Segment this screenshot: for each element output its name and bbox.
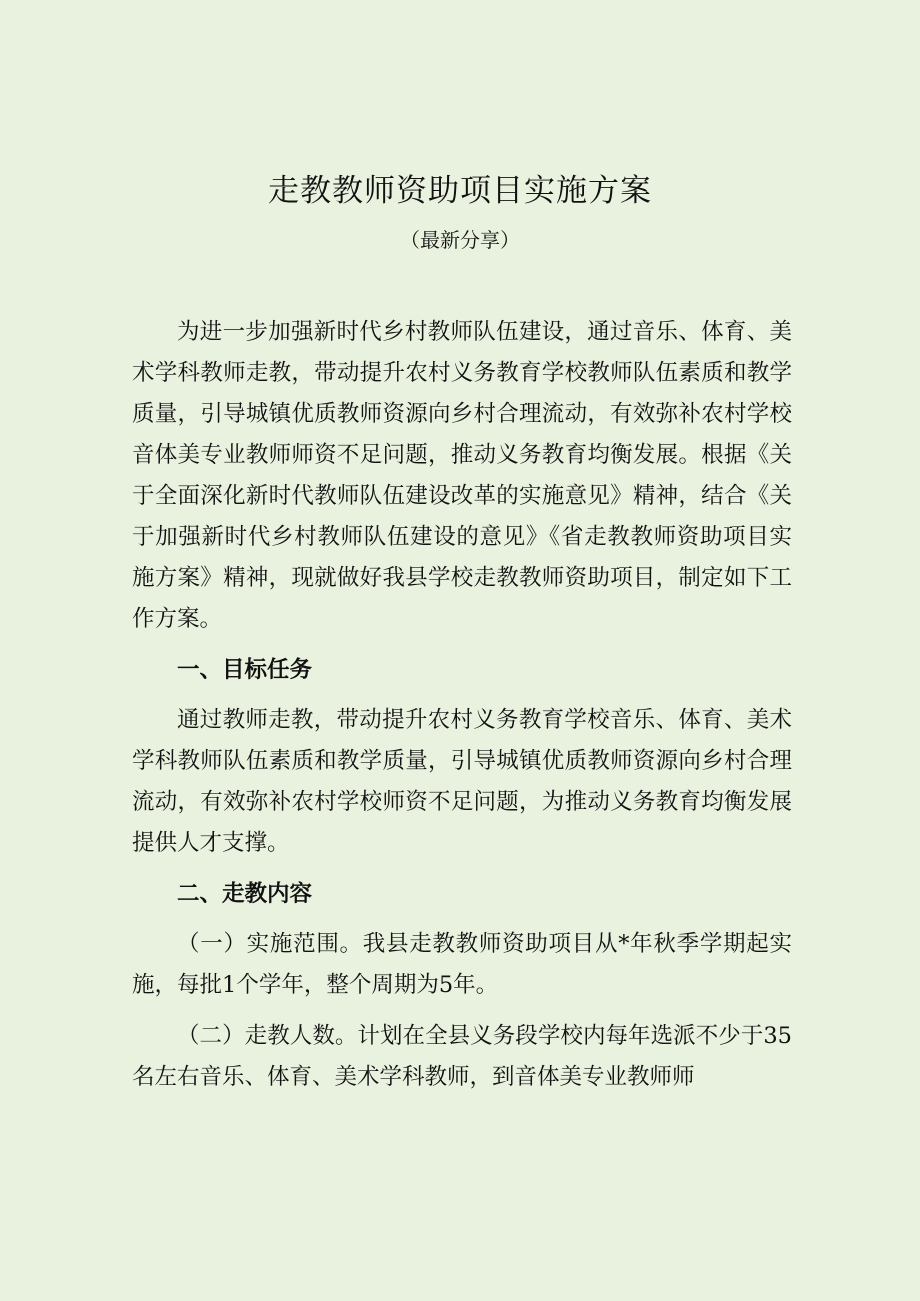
document-subtitle: （最新分享）	[400, 228, 520, 252]
intro-paragraph: 为进一步加强新时代乡村教师队伍建设，通过音乐、体育、美术学科教师走教，带动提升农村义务教育学校教师队伍素质和教学质量，引导城镇优质教师资源向乡村合理流动，有效弥补农村学校音体美专业教师师资不足问题，推动义务教育均衡发展。根据《关于全面深化新时代教师队伍建设改革的实施意见》精神，结合《关于加强新时代乡村教师队伍建设的意见》《省走教教师资助项目实施方案》精神，现就做好我县学校走教教师资助项目，制定如下工作方案。	[132, 319, 792, 632]
scope-paragraph: （一）实施范围。我县走教教师资助项目从*年秋季学期起实施，每批1个学年，整个周期为5年。	[132, 931, 792, 998]
section-heading-content: 二、走教内容	[177, 881, 313, 907]
document-body	[132, 312, 792, 1098]
headcount-paragraph: （二）走教人数。计划在全县义务段学校内每年选派不少于35名左右音乐、体育、美术学科教师，到音体美专业教师师	[132, 1023, 792, 1090]
goals-paragraph: 通过教师走教，带动提升农村义务教育学校音乐、体育、美术学科教师队伍素质和教学质量，引导城镇优质教师资源向乡村合理流动，有效弥补农村学校师资不足问题，为推动义务教育均衡发展提供人才支撑。	[132, 707, 792, 856]
section-heading-goals: 一、目标任务	[177, 657, 313, 683]
document-title: 走教教师资助项目实施方案	[268, 173, 652, 209]
